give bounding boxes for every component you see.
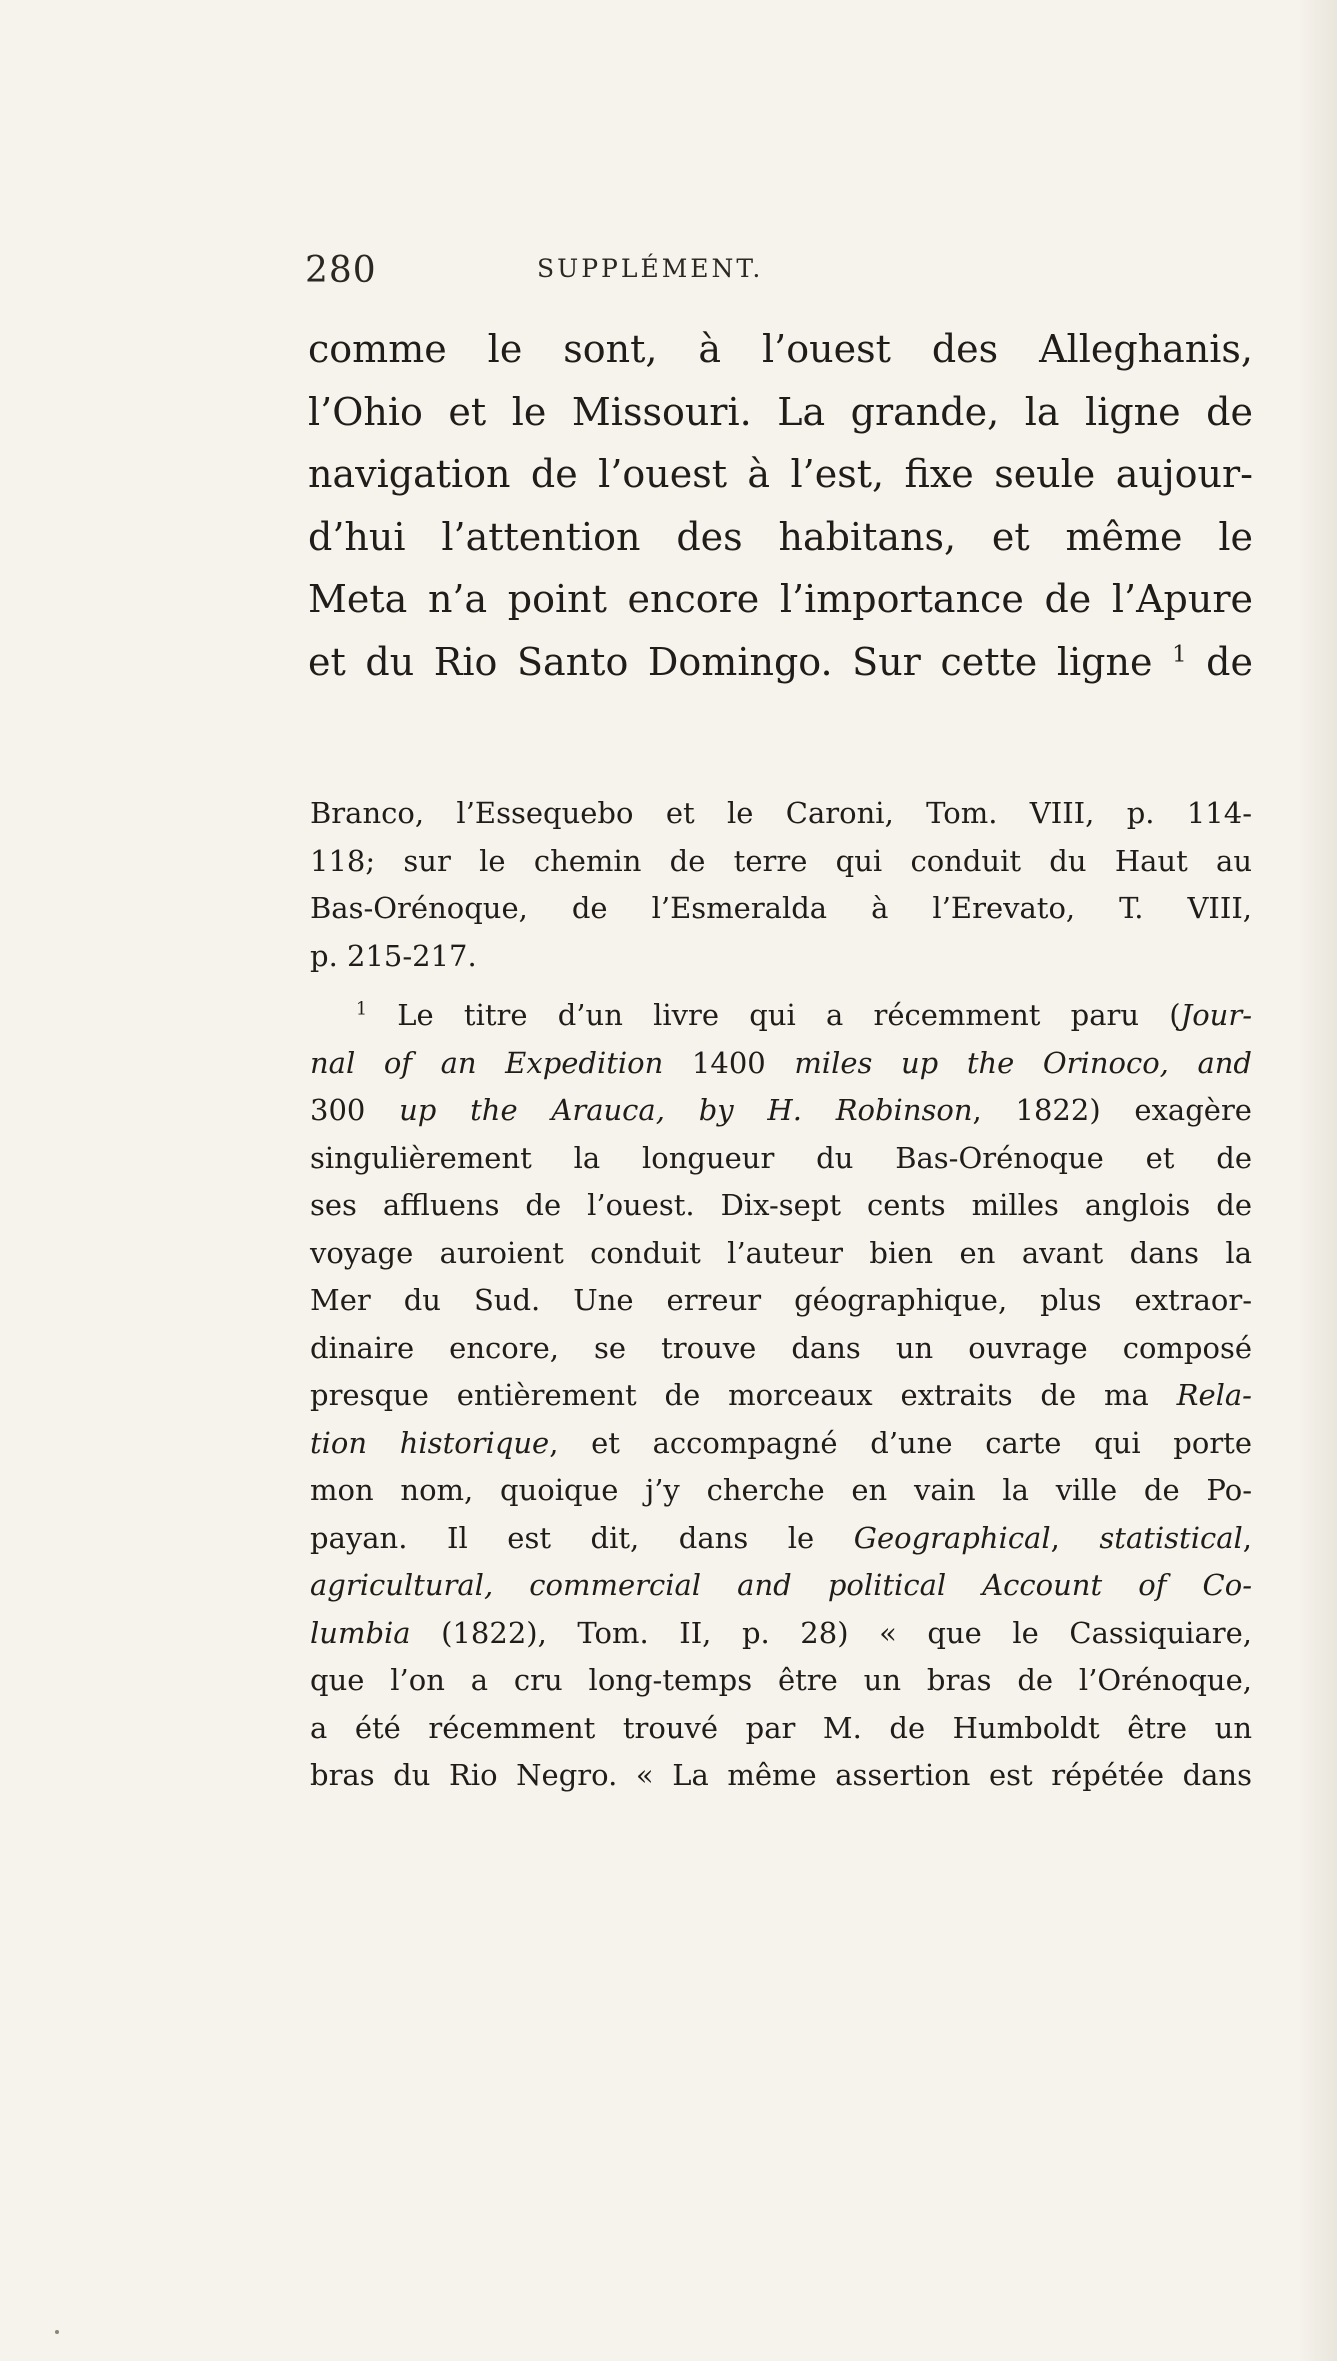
footnote-line: que l’on a cru long-temps être un bras de l’Orénoque, [310,1663,1252,1697]
page-edge-shadow [1297,0,1337,2361]
footnote-line [310,1420,1252,1468]
footnote-italic: statistical [1099,1520,1243,1555]
footnote-line: dinaire encore, se trouve dans un ouvrage composé [310,1330,1252,1365]
main-line: l’Ohio et le Missouri. La grande, la ligne de [308,389,1253,434]
main-line [308,631,1253,694]
footnote-line: voyage auroient conduit l’auteur bien en avant dans la [310,1235,1252,1270]
footnote-line: Branco, l’Essequebo et le Caroni, Tom. VIII, p. 114- [310,796,1252,830]
page-number: 280 [305,250,377,291]
main-line-text: et du Rio Santo Domingo. Sur cette ligne [308,639,1173,684]
footnote-text: 300 [310,1093,400,1127]
footnote-italic: agricultural, commercial and political Account of Co- [310,1568,1252,1602]
footnote-line [310,1562,1252,1610]
footnote-italic: nal of an Expedition [310,1045,664,1080]
footnote-line: Mer du Sud. Une erreur géographique, plus extraor- [310,1283,1252,1317]
main-line: comme le sont, à l’ouest des Alleghanis, [308,327,1253,371]
main-line: d’hui l’attention des habitans, et même le [308,514,1253,559]
main-line: Meta n’a point encore l’importance de l’Apure [308,577,1253,621]
footnote-italic: Geographical [853,1520,1051,1555]
footnote-text: , [1050,1520,1100,1555]
footnote-italic: up the Arauca, by H. Robinson [399,1093,973,1127]
footnote-italic: Jour- [1180,998,1252,1032]
footnote-line [310,992,1252,1040]
footnote-text: , 1822) exagère [972,1093,1252,1127]
footnote-line: bras du Rio Negro. « La même assertion est répétée dans [310,1758,1252,1792]
main-line: navigation de l’ouest à l’est, fixe seule aujour- [308,452,1253,496]
footnote-line: 118; sur le chemin de terre qui conduit du Haut au [310,843,1252,878]
footnote-text: 1400 [663,1045,795,1080]
footnote-line [310,1515,1252,1563]
footnote-line: Bas-Orénoque, de l’Esmeralda à l’Erevato, T. VIII, [310,891,1252,925]
footnote-line: ses affluens de l’ouest. Dix-sept cents milles anglois de [310,1188,1252,1222]
footnote-line: singulièrement la longueur du Bas-Orénoque et de [310,1140,1252,1175]
main-text [308,318,1253,693]
footnote-italic: miles up the Orinoco, and [794,1045,1252,1080]
paper-speck [55,2330,59,2334]
footnote-line: a été récemment trouvé par M. de Humboldt être un [310,1710,1252,1745]
main-line-end: de [1186,639,1253,684]
footnote-italic: lumbia [310,1615,411,1650]
footnote-line: p. 215-217. [310,938,477,973]
footnote-gap [310,980,1252,992]
footnote-reference: 1 [1172,640,1187,667]
footnotes [310,790,1252,1800]
footnote-text: payan. Il est dit, dans le [310,1520,854,1555]
footnote-text: , et accompagné d’une carte qui porte [549,1425,1252,1460]
footnote-text: , [1242,1520,1252,1555]
page-header [305,250,1245,300]
footnote-italic: tion historique [310,1425,550,1460]
footnote-line [310,1372,1252,1420]
footnote-text: (1822), Tom. II, p. 28) « que le Cassiquiare, [410,1615,1252,1650]
footnote-text: presque entièrement de morceaux extraits de ma [310,1378,1177,1412]
footnote-line [310,1040,1252,1088]
footnote-line [310,1087,1252,1135]
footnote-line [310,1610,1252,1658]
footnote-mark: 1 [356,999,368,1020]
running-head: SUPPLÉMENT. [537,254,764,283]
footnote-line: mon nom, quoique j’y cherche en vain la ville de Po- [310,1473,1252,1507]
footnote-text: Le titre d’un livre qui a récemment paru ( [367,998,1181,1032]
footnote-italic: Rela- [1176,1378,1252,1412]
